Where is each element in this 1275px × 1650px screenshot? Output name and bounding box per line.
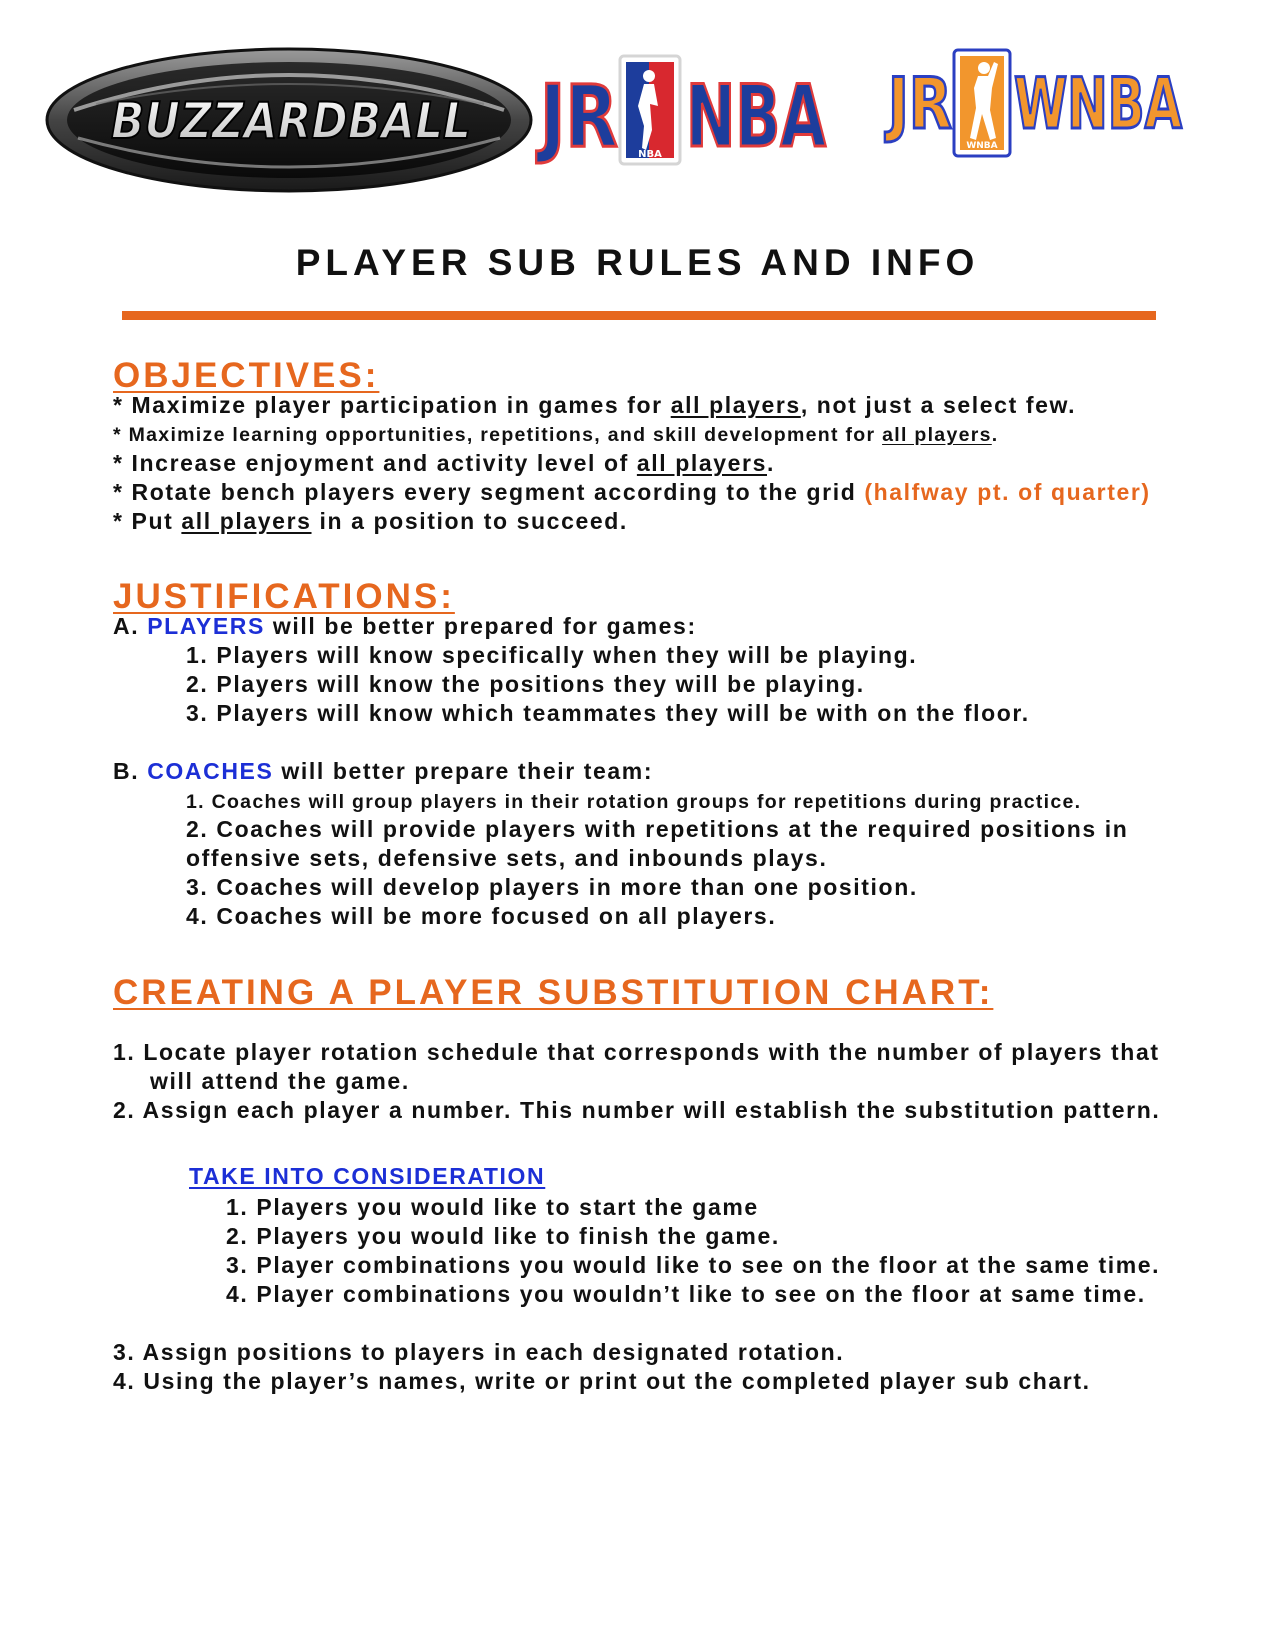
justification-b-lead: B. COACHES will better prepare their team: xyxy=(113,758,654,784)
jr-nba-logo xyxy=(536,50,830,172)
buzzardball-logo xyxy=(44,46,534,194)
players-keyword: PLAYERS xyxy=(147,613,265,639)
justification-b-item: 1. Coaches will group players in their rotation groups for repetitions during practice. xyxy=(186,791,1082,813)
objective-item: * Maximize player participation in games for all players, not just a select few. xyxy=(113,392,1077,418)
consideration-item: 2. Players you would like to finish the game. xyxy=(226,1223,780,1249)
justification-b-item: offensive sets, defensive sets, and inbounds plays. xyxy=(186,845,828,871)
page-title: PLAYER SUB RULES AND INFO xyxy=(295,242,980,283)
justification-b-item: 3. Coaches will develop players in more than one position. xyxy=(186,874,918,900)
take-into-consideration-heading: TAKE INTO CONSIDERATION xyxy=(189,1163,546,1189)
objective-item: * Put all players in a position to succeed. xyxy=(113,508,628,534)
justification-a-item: 3. Players will know which teammates they will be with on the floor. xyxy=(186,700,1030,726)
justification-a-item: 1. Players will know specifically when they will be playing. xyxy=(186,642,918,668)
justification-b-item: 4. Coaches will be more focused on all players. xyxy=(186,903,777,929)
creating-step: 2. Assign each player a number. This number will establish the substitution pattern. xyxy=(113,1097,1161,1123)
justification-a-lead: A. PLAYERS will be better prepared for games: xyxy=(113,613,697,639)
buzzardball-wordmark: BUZZARDBALL xyxy=(111,92,471,150)
creating-chart-heading: CREATING A PLAYER SUBSTITUTION CHART: xyxy=(113,973,994,1012)
justification-b-item: 2. Coaches will provide players with repetitions at the required positions in xyxy=(186,816,1129,842)
justifications-heading: JUSTIFICATIONS: xyxy=(113,577,455,616)
jr-wnba-right-text: WNBA xyxy=(1014,63,1182,145)
objective-highlight: (halfway pt. of quarter) xyxy=(864,479,1151,505)
title-divider xyxy=(122,311,1156,320)
coaches-keyword: COACHES xyxy=(147,758,274,784)
consideration-item: 3. Player combinations you would like to see on the floor at the same time. xyxy=(226,1252,1161,1278)
jr-nba-left-text: JR xyxy=(536,67,618,167)
creating-step: 1. Locate player rotation schedule that corresponds with the number of players that xyxy=(113,1039,1160,1065)
objective-item: * Rotate bench players every segment according to the grid (halfway pt. of quarter) xyxy=(113,479,1151,505)
jr-wnba-left-text: JR xyxy=(884,63,952,145)
justification-a-item: 2. Players will know the positions they will be playing. xyxy=(186,671,865,697)
objectives-heading: OBJECTIVES: xyxy=(113,356,380,395)
consideration-item: 1. Players you would like to start the game xyxy=(226,1194,759,1220)
jr-nba-badge-text: NBA xyxy=(638,149,662,160)
consideration-item: 4. Player combinations you wouldn’t like to see on the floor at same time. xyxy=(226,1281,1146,1307)
jr-nba-right-text: NBA xyxy=(686,67,827,167)
creating-step: 3. Assign positions to players in each designated rotation. xyxy=(113,1339,845,1365)
creating-step: 4. Using the player’s names, write or print out the completed player sub chart. xyxy=(113,1368,1091,1394)
objective-item: * Maximize learning opportunities, repetitions, and skill development for all players. xyxy=(113,424,999,446)
jr-wnba-logo xyxy=(884,48,1188,160)
logo-row xyxy=(0,0,1275,210)
objective-item: * Increase enjoyment and activity level of all players. xyxy=(113,450,775,476)
creating-step-continued: will attend the game. xyxy=(150,1068,410,1094)
jr-wnba-badge-text: WNBA xyxy=(966,141,998,151)
